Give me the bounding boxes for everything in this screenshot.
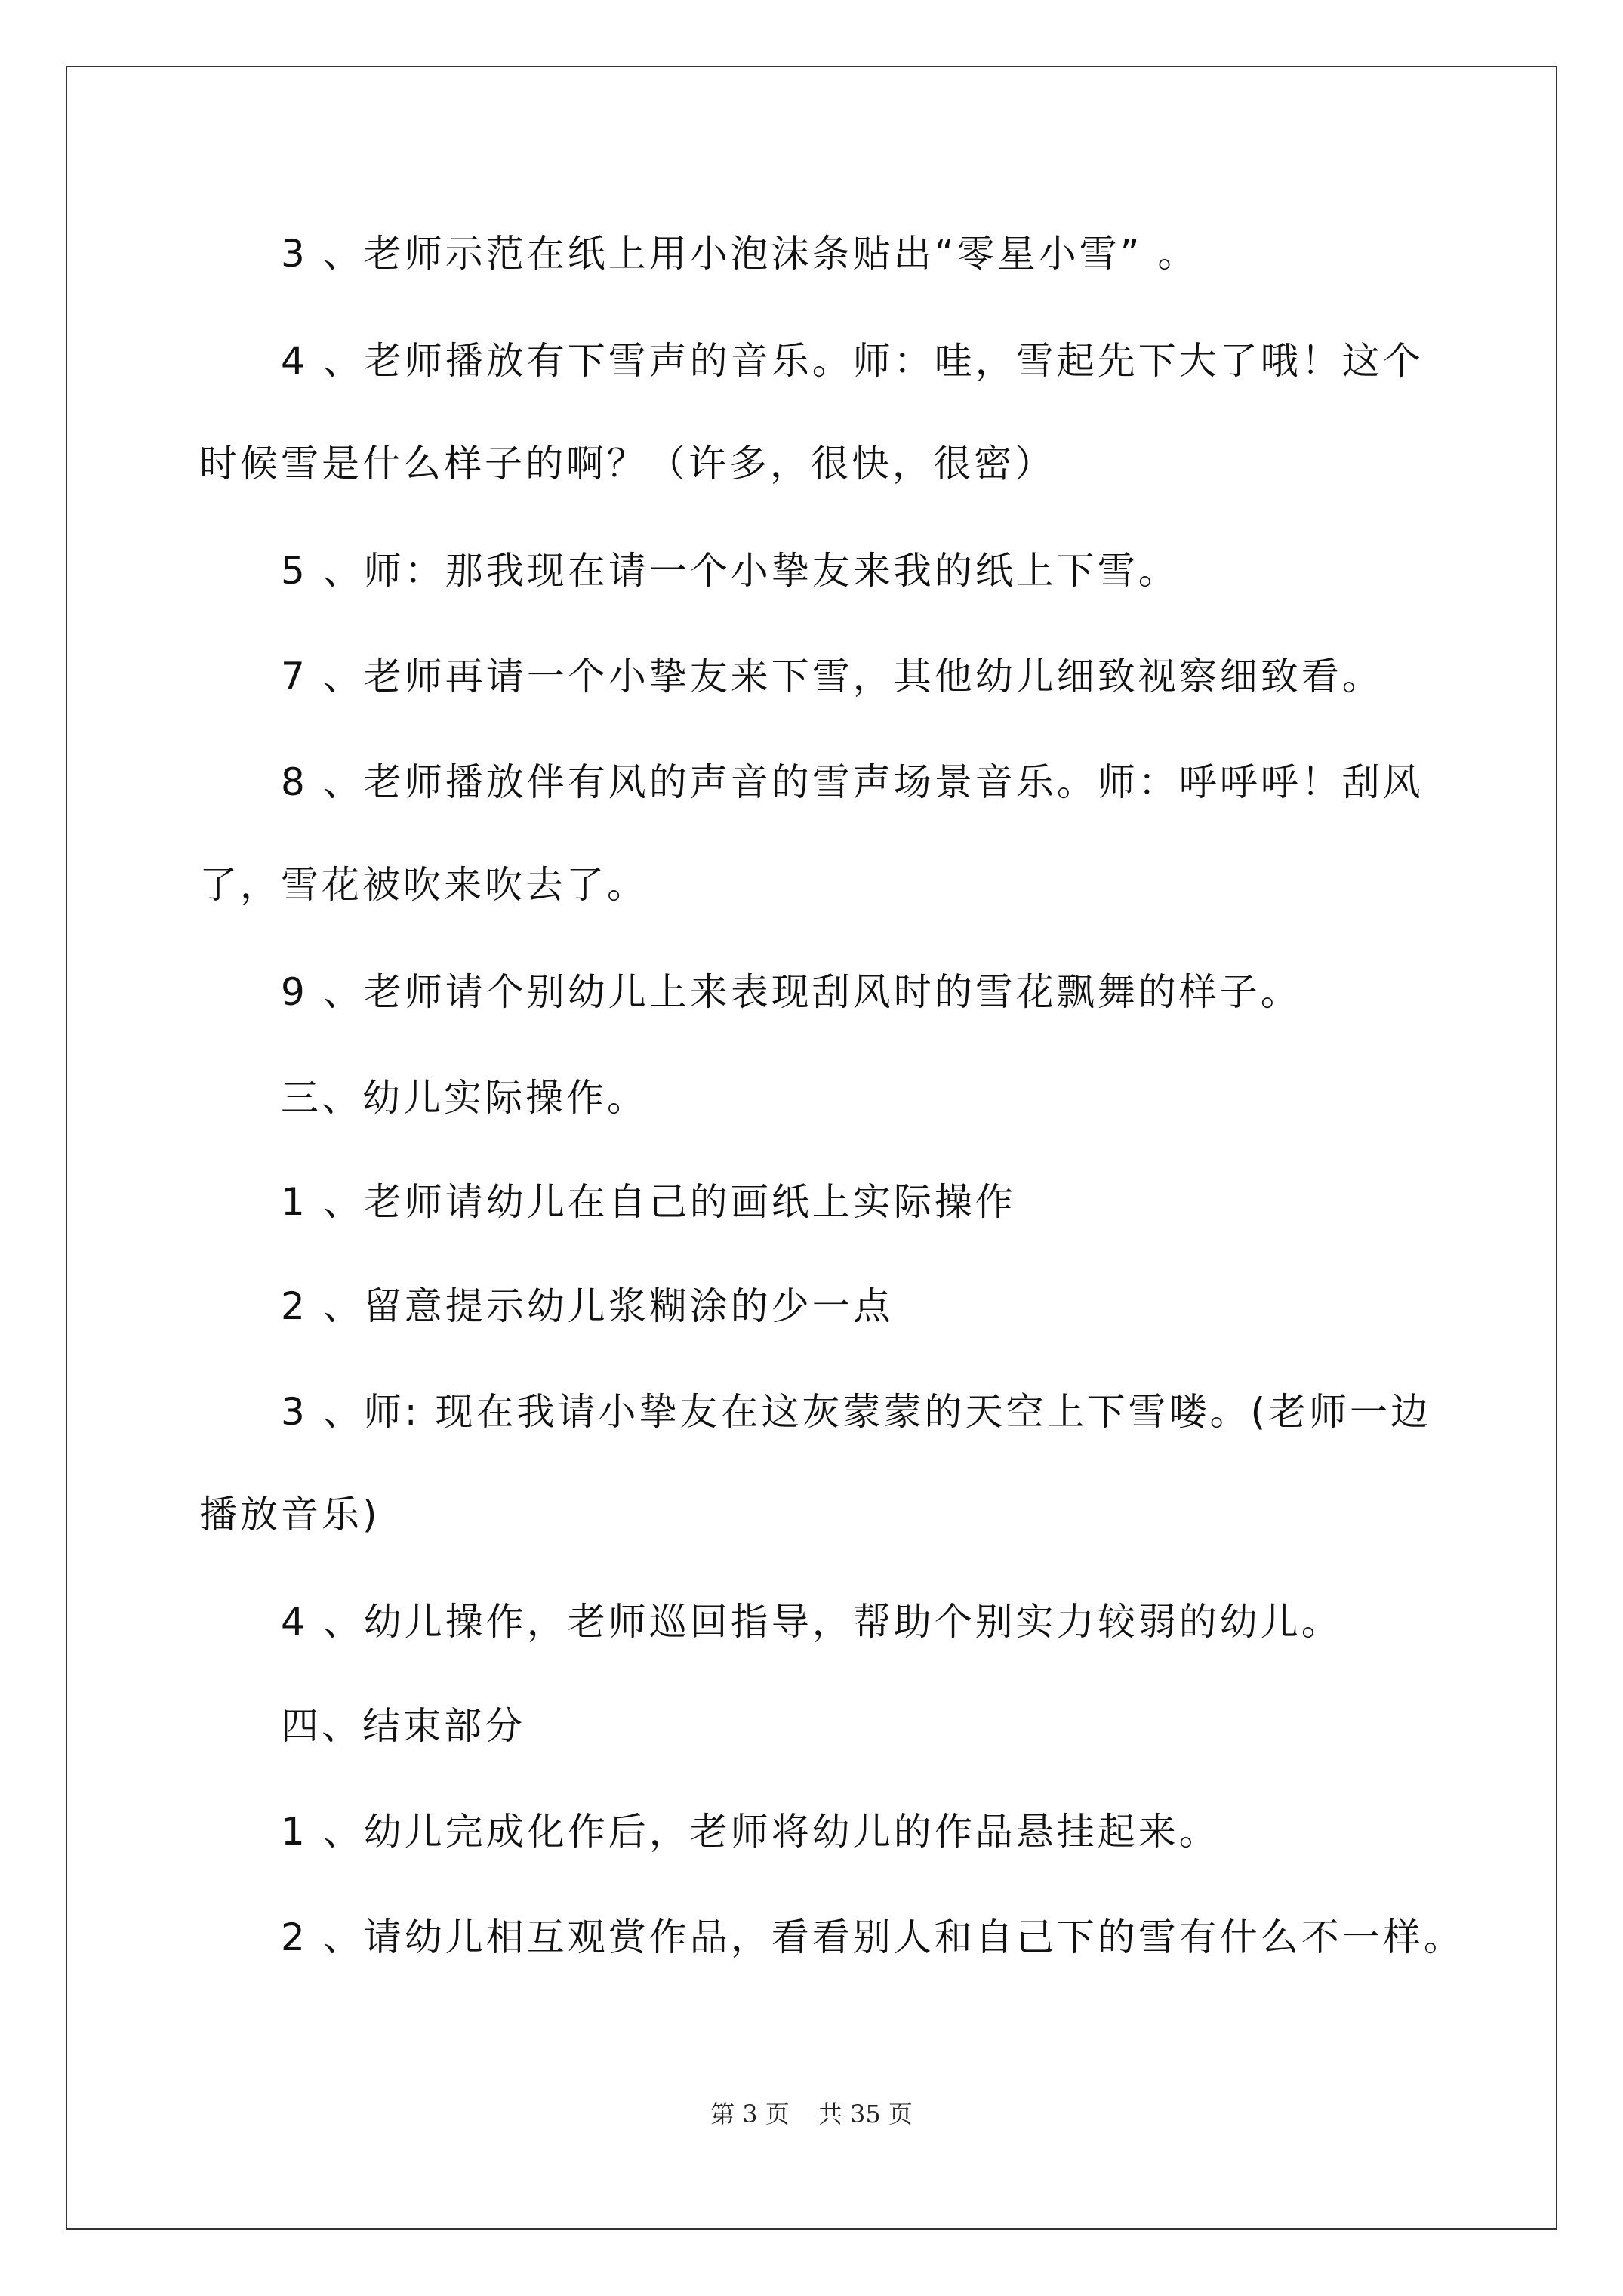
page-number: 第 3 页 (710, 2100, 790, 2128)
page-footer (0, 2099, 1623, 2129)
paragraph-line: 8 、老师播放伴有风的声音的雪声场景音乐。师：呼呼呼！刮风 (281, 760, 1424, 804)
paragraph-line: 4 、老师播放有下雪声的音乐。师：哇，雪起先下大了哦！这个 (281, 339, 1424, 383)
paragraph-line: 1 、老师请幼儿在自己的画纸上实际操作 (281, 1180, 1016, 1224)
paragraph-line: 2 、请幼儿相互观赏作品，看看别人和自己下的雪有什么不一样。 (281, 1915, 1464, 1959)
section-heading: 三、幼儿实际操作。 (281, 1076, 648, 1120)
page-total: 共 35 页 (818, 2100, 913, 2128)
paragraph-line: 3 、师: 现在我请小挚友在这灰蒙蒙的天空上下雪喽。(老师一边 (281, 1390, 1431, 1434)
section-heading: 四、结束部分 (281, 1704, 525, 1748)
paragraph-line: 3 、老师示范在纸上用小泡沫条贴出“零星小雪” 。 (281, 232, 1199, 276)
paragraph-line: 了，雪花被吹来吹去了。 (199, 863, 648, 907)
paragraph-line: 5 、师：那我现在请一个小挚友来我的纸上下雪。 (281, 549, 1179, 593)
paragraph-line: 4 、幼儿操作，老师巡回指导，帮助个别实力较弱的幼儿。 (281, 1600, 1342, 1644)
paragraph-line: 播放音乐) (199, 1493, 380, 1536)
paragraph-line: 1 、幼儿完成化作后，老师将幼儿的作品悬挂起来。 (281, 1810, 1220, 1854)
paragraph-line: 7 、老师再请一个小挚友来下雪，其他幼儿细致视察细致看。 (281, 655, 1383, 698)
page-border (66, 66, 1557, 2230)
paragraph-line: 2 、留意提示幼儿浆糊涂的少一点 (281, 1284, 894, 1328)
paragraph-line: 时候雪是什么样子的啊？（许多，很快，很密） (199, 442, 1055, 485)
paragraph-line: 9 、老师请个别幼儿上来表现刮风时的雪花飘舞的样子。 (281, 970, 1301, 1014)
